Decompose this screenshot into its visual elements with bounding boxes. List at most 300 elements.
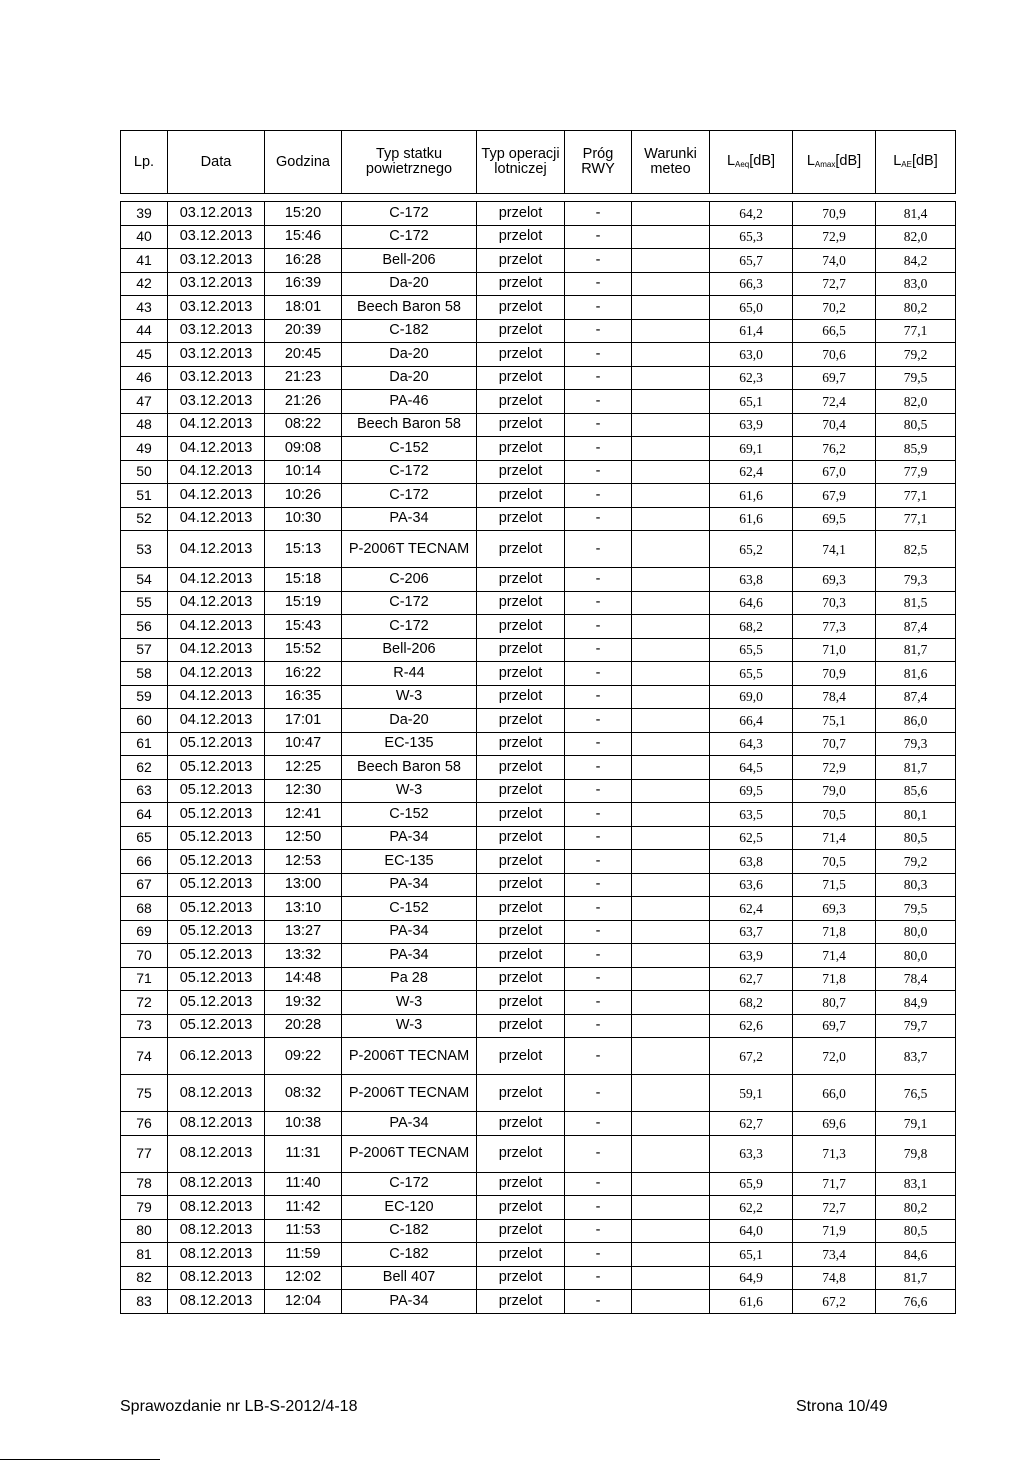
cell-lamax: 72,9: [793, 225, 876, 249]
cell-lp: 55: [121, 591, 168, 615]
cell-lae: 85,6: [876, 779, 956, 803]
cell-operation: przelot: [477, 1219, 565, 1243]
cell-date: 05.12.2013: [168, 873, 265, 897]
cell-lae: 81,6: [876, 662, 956, 686]
cell-time: 17:01: [265, 709, 342, 733]
cell-laeq: 63,8: [710, 850, 793, 874]
cell-lamax: 70,5: [793, 803, 876, 827]
table-row: [121, 638, 956, 662]
cell-date: 05.12.2013: [168, 803, 265, 827]
cell-operation: przelot: [477, 685, 565, 709]
cell-lp: 81: [121, 1243, 168, 1267]
cell-aircraft: C-152: [342, 437, 477, 461]
cell-lp: 47: [121, 390, 168, 414]
cell-lamax: 72,4: [793, 390, 876, 414]
cell-lamax: 70,9: [793, 202, 876, 226]
cell-lamax: 71,5: [793, 873, 876, 897]
cell-lp: 77: [121, 1135, 168, 1172]
cell-aircraft: P-2006T TECNAM: [342, 1075, 477, 1112]
cell-time: 11:53: [265, 1219, 342, 1243]
table-row: [121, 1014, 956, 1038]
cell-aircraft: W-3: [342, 991, 477, 1015]
cell-operation: przelot: [477, 756, 565, 780]
cell-aircraft: W-3: [342, 1014, 477, 1038]
cell-lp: 76: [121, 1112, 168, 1136]
table-row: [121, 662, 956, 686]
cell-laeq: 65,5: [710, 662, 793, 686]
cell-lp: 68: [121, 897, 168, 921]
cell-threshold: -: [565, 390, 632, 414]
cell-time: 12:41: [265, 803, 342, 827]
cell-laeq: 62,3: [710, 366, 793, 390]
cell-lamax: 69,5: [793, 507, 876, 531]
cell-lamax: 70,2: [793, 296, 876, 320]
cell-date: 08.12.2013: [168, 1219, 265, 1243]
cell-operation: przelot: [477, 591, 565, 615]
cell-threshold: -: [565, 249, 632, 273]
cell-operation: przelot: [477, 1075, 565, 1112]
table-row: [121, 850, 956, 874]
cell-laeq: 63,0: [710, 343, 793, 367]
cell-weather: [632, 484, 710, 508]
header-prog-rwy: Próg RWY: [565, 131, 632, 194]
table-row: [121, 920, 956, 944]
cell-time: 15:46: [265, 225, 342, 249]
cell-laeq: 61,6: [710, 1290, 793, 1314]
cell-lae: 84,9: [876, 991, 956, 1015]
cell-lamax: 70,6: [793, 343, 876, 367]
cell-date: 03.12.2013: [168, 319, 265, 343]
cell-date: 06.12.2013: [168, 1038, 265, 1075]
cell-lamax: 74,1: [793, 531, 876, 568]
cell-threshold: -: [565, 897, 632, 921]
cell-threshold: -: [565, 615, 632, 639]
cell-operation: przelot: [477, 413, 565, 437]
cell-lp: 56: [121, 615, 168, 639]
cell-aircraft: C-172: [342, 202, 477, 226]
cell-date: 05.12.2013: [168, 991, 265, 1015]
cell-lp: 51: [121, 484, 168, 508]
cell-lae: 83,1: [876, 1172, 956, 1196]
cell-operation: przelot: [477, 319, 565, 343]
cell-weather: [632, 944, 710, 968]
cell-operation: przelot: [477, 1290, 565, 1314]
cell-operation: przelot: [477, 615, 565, 639]
cell-threshold: -: [565, 1243, 632, 1267]
cell-laeq: 63,7: [710, 920, 793, 944]
cell-threshold: -: [565, 1112, 632, 1136]
cell-aircraft: C-172: [342, 460, 477, 484]
cell-lp: 62: [121, 756, 168, 780]
cell-weather: [632, 1038, 710, 1075]
cell-lae: 84,2: [876, 249, 956, 273]
cell-weather: [632, 1075, 710, 1112]
cell-lamax: 71,4: [793, 826, 876, 850]
cell-weather: [632, 437, 710, 461]
cell-aircraft: Da-20: [342, 366, 477, 390]
cell-aircraft: C-152: [342, 803, 477, 827]
cell-date: 04.12.2013: [168, 460, 265, 484]
cell-laeq: 65,3: [710, 225, 793, 249]
cell-date: 05.12.2013: [168, 897, 265, 921]
cell-threshold: -: [565, 920, 632, 944]
cell-aircraft: Beech Baron 58: [342, 413, 477, 437]
cell-time: 10:14: [265, 460, 342, 484]
cell-operation: przelot: [477, 732, 565, 756]
cell-aircraft: Bell-206: [342, 638, 477, 662]
cell-weather: [632, 779, 710, 803]
cell-lae: 81,5: [876, 591, 956, 615]
cell-laeq: 63,3: [710, 1135, 793, 1172]
cell-lamax: 67,9: [793, 484, 876, 508]
cell-threshold: -: [565, 531, 632, 568]
cell-weather: [632, 366, 710, 390]
cell-threshold: -: [565, 991, 632, 1015]
table-row: [121, 826, 956, 850]
cell-date: 08.12.2013: [168, 1172, 265, 1196]
header-laeq-unit: [dB]: [749, 153, 776, 169]
cell-weather: [632, 826, 710, 850]
cell-lp: 39: [121, 202, 168, 226]
table-row: [121, 685, 956, 709]
cell-aircraft: C-172: [342, 591, 477, 615]
cell-threshold: -: [565, 460, 632, 484]
cell-weather: [632, 460, 710, 484]
cell-aircraft: C-172: [342, 1172, 477, 1196]
cell-time: 16:28: [265, 249, 342, 273]
cell-time: 15:19: [265, 591, 342, 615]
cell-time: 15:18: [265, 568, 342, 592]
cell-operation: przelot: [477, 568, 565, 592]
table-row: [121, 202, 956, 226]
cell-lp: 79: [121, 1196, 168, 1220]
cell-lae: 79,3: [876, 568, 956, 592]
cell-lamax: 70,3: [793, 591, 876, 615]
table-row: [121, 366, 956, 390]
cell-weather: [632, 709, 710, 733]
cell-threshold: -: [565, 709, 632, 733]
cell-lp: 75: [121, 1075, 168, 1112]
cell-weather: [632, 413, 710, 437]
cell-operation: przelot: [477, 437, 565, 461]
cell-threshold: -: [565, 732, 632, 756]
cell-lae: 77,9: [876, 460, 956, 484]
cell-lamax: 75,1: [793, 709, 876, 733]
cell-laeq: 61,6: [710, 484, 793, 508]
cell-lamax: 66,5: [793, 319, 876, 343]
cell-aircraft: PA-34: [342, 507, 477, 531]
cell-time: 16:39: [265, 272, 342, 296]
cell-lae: 80,0: [876, 944, 956, 968]
cell-date: 03.12.2013: [168, 390, 265, 414]
cell-aircraft: Da-20: [342, 709, 477, 733]
cell-time: 12:04: [265, 1290, 342, 1314]
cell-aircraft: C-182: [342, 1219, 477, 1243]
cell-threshold: -: [565, 1014, 632, 1038]
cell-threshold: -: [565, 296, 632, 320]
cell-time: 13:10: [265, 897, 342, 921]
cell-laeq: 59,1: [710, 1075, 793, 1112]
cell-lp: 45: [121, 343, 168, 367]
cell-lae: 77,1: [876, 484, 956, 508]
cell-weather: [632, 1014, 710, 1038]
cell-laeq: 63,6: [710, 873, 793, 897]
cell-laeq: 63,9: [710, 413, 793, 437]
cell-weather: [632, 1243, 710, 1267]
cell-weather: [632, 249, 710, 273]
cell-lamax: 80,7: [793, 991, 876, 1015]
cell-lae: 78,4: [876, 967, 956, 991]
cell-aircraft: P-2006T TECNAM: [342, 531, 477, 568]
table-row: [121, 437, 956, 461]
header-typ-statku: Typ statku powietrznego: [342, 131, 477, 194]
cell-lp: 73: [121, 1014, 168, 1038]
cell-aircraft: Pa 28: [342, 967, 477, 991]
cell-aircraft: C-182: [342, 319, 477, 343]
cell-aircraft: PA-34: [342, 826, 477, 850]
cell-date: 03.12.2013: [168, 296, 265, 320]
cell-date: 05.12.2013: [168, 850, 265, 874]
cell-laeq: 63,8: [710, 568, 793, 592]
cell-lamax: 66,0: [793, 1075, 876, 1112]
cell-weather: [632, 1112, 710, 1136]
cell-threshold: -: [565, 366, 632, 390]
cell-threshold: -: [565, 638, 632, 662]
cell-aircraft: W-3: [342, 779, 477, 803]
cell-lamax: 69,3: [793, 568, 876, 592]
cell-threshold: -: [565, 756, 632, 780]
cell-date: 03.12.2013: [168, 343, 265, 367]
cell-lae: 80,2: [876, 296, 956, 320]
cell-lae: 84,6: [876, 1243, 956, 1267]
table-row: [121, 709, 956, 733]
cell-time: 20:39: [265, 319, 342, 343]
cell-threshold: -: [565, 343, 632, 367]
cell-lp: 49: [121, 437, 168, 461]
header-godzina: Godzina: [265, 131, 342, 194]
cell-time: 15:43: [265, 615, 342, 639]
cell-lp: 83: [121, 1290, 168, 1314]
cell-time: 15:13: [265, 531, 342, 568]
cell-threshold: -: [565, 591, 632, 615]
cell-aircraft: C-206: [342, 568, 477, 592]
cell-laeq: 64,9: [710, 1266, 793, 1290]
cell-time: 20:45: [265, 343, 342, 367]
cell-lae: 80,2: [876, 1196, 956, 1220]
table-body: [121, 202, 956, 1314]
cell-date: 08.12.2013: [168, 1196, 265, 1220]
footnote-separator: [0, 1459, 160, 1460]
cell-operation: przelot: [477, 850, 565, 874]
cell-weather: [632, 1196, 710, 1220]
cell-threshold: -: [565, 850, 632, 874]
cell-operation: przelot: [477, 803, 565, 827]
table-row: [121, 1075, 956, 1112]
cell-lae: 85,9: [876, 437, 956, 461]
cell-laeq: 66,4: [710, 709, 793, 733]
cell-laeq: 62,7: [710, 967, 793, 991]
cell-weather: [632, 662, 710, 686]
cell-lp: 44: [121, 319, 168, 343]
cell-time: 15:20: [265, 202, 342, 226]
cell-threshold: -: [565, 662, 632, 686]
cell-weather: [632, 591, 710, 615]
cell-operation: przelot: [477, 662, 565, 686]
cell-weather: [632, 1135, 710, 1172]
cell-lp: 70: [121, 944, 168, 968]
cell-time: 16:35: [265, 685, 342, 709]
cell-weather: [632, 920, 710, 944]
cell-threshold: -: [565, 413, 632, 437]
cell-time: 08:32: [265, 1075, 342, 1112]
cell-lae: 79,5: [876, 897, 956, 921]
table-row: [121, 484, 956, 508]
cell-operation: przelot: [477, 225, 565, 249]
cell-weather: [632, 531, 710, 568]
cell-lp: 46: [121, 366, 168, 390]
cell-operation: przelot: [477, 366, 565, 390]
cell-weather: [632, 1219, 710, 1243]
cell-lamax: 73,4: [793, 1243, 876, 1267]
table-row: [121, 897, 956, 921]
cell-threshold: -: [565, 944, 632, 968]
cell-aircraft: Da-20: [342, 272, 477, 296]
table-row: [121, 390, 956, 414]
cell-aircraft: Bell-206: [342, 249, 477, 273]
cell-lp: 43: [121, 296, 168, 320]
cell-threshold: -: [565, 1172, 632, 1196]
header-laeq-sub: Aeq: [735, 160, 750, 169]
cell-lp: 66: [121, 850, 168, 874]
cell-lp: 54: [121, 568, 168, 592]
cell-time: 09:22: [265, 1038, 342, 1075]
cell-lae: 76,6: [876, 1290, 956, 1314]
cell-operation: przelot: [477, 779, 565, 803]
cell-laeq: 64,2: [710, 202, 793, 226]
cell-lae: 79,5: [876, 366, 956, 390]
table-row: [121, 1172, 956, 1196]
header-lae-base: L: [893, 153, 902, 169]
cell-lp: 58: [121, 662, 168, 686]
cell-lp: 40: [121, 225, 168, 249]
cell-laeq: 64,6: [710, 591, 793, 615]
cell-operation: przelot: [477, 1196, 565, 1220]
table-row: [121, 343, 956, 367]
cell-threshold: -: [565, 437, 632, 461]
cell-aircraft: Beech Baron 58: [342, 756, 477, 780]
cell-time: 12:53: [265, 850, 342, 874]
cell-operation: przelot: [477, 1243, 565, 1267]
cell-aircraft: P-2006T TECNAM: [342, 1038, 477, 1075]
header-lamax-unit: [dB]: [835, 153, 862, 169]
cell-time: 11:40: [265, 1172, 342, 1196]
table-row: [121, 272, 956, 296]
cell-lae: 81,4: [876, 202, 956, 226]
header-lp: Lp.: [121, 131, 168, 194]
cell-weather: [632, 638, 710, 662]
cell-laeq: 65,2: [710, 531, 793, 568]
cell-lamax: 78,4: [793, 685, 876, 709]
cell-time: 11:42: [265, 1196, 342, 1220]
cell-lamax: 72,9: [793, 756, 876, 780]
cell-lp: 52: [121, 507, 168, 531]
cell-lamax: 70,7: [793, 732, 876, 756]
cell-laeq: 68,2: [710, 615, 793, 639]
cell-laeq: 66,3: [710, 272, 793, 296]
cell-lamax: 72,7: [793, 272, 876, 296]
cell-laeq: 62,4: [710, 460, 793, 484]
cell-lae: 87,4: [876, 685, 956, 709]
cell-operation: przelot: [477, 991, 565, 1015]
cell-operation: przelot: [477, 1112, 565, 1136]
cell-operation: przelot: [477, 709, 565, 733]
cell-date: 03.12.2013: [168, 225, 265, 249]
cell-time: 10:26: [265, 484, 342, 508]
cell-lae: 79,2: [876, 850, 956, 874]
cell-time: 13:27: [265, 920, 342, 944]
cell-operation: przelot: [477, 944, 565, 968]
cell-lae: 76,5: [876, 1075, 956, 1112]
cell-laeq: 69,5: [710, 779, 793, 803]
cell-weather: [632, 756, 710, 780]
cell-laeq: 65,5: [710, 638, 793, 662]
cell-time: 16:22: [265, 662, 342, 686]
cell-date: 08.12.2013: [168, 1290, 265, 1314]
cell-threshold: -: [565, 1196, 632, 1220]
cell-lae: 79,2: [876, 343, 956, 367]
table-row: [121, 967, 956, 991]
cell-weather: [632, 873, 710, 897]
cell-lae: 80,5: [876, 826, 956, 850]
cell-lamax: 67,0: [793, 460, 876, 484]
cell-aircraft: P-2006T TECNAM: [342, 1135, 477, 1172]
cell-date: 04.12.2013: [168, 662, 265, 686]
table-row: [121, 296, 956, 320]
cell-weather: [632, 991, 710, 1015]
table-row: [121, 507, 956, 531]
cell-threshold: -: [565, 803, 632, 827]
cell-lae: 80,5: [876, 413, 956, 437]
cell-date: 03.12.2013: [168, 272, 265, 296]
cell-aircraft: C-182: [342, 1243, 477, 1267]
cell-operation: przelot: [477, 1172, 565, 1196]
cell-operation: przelot: [477, 1014, 565, 1038]
table-row: [121, 803, 956, 827]
cell-lamax: 71,4: [793, 944, 876, 968]
cell-operation: przelot: [477, 531, 565, 568]
table-row: [121, 615, 956, 639]
cell-time: 11:31: [265, 1135, 342, 1172]
cell-date: 04.12.2013: [168, 507, 265, 531]
cell-laeq: 62,2: [710, 1196, 793, 1220]
cell-date: 05.12.2013: [168, 756, 265, 780]
cell-lamax: 77,3: [793, 615, 876, 639]
cell-time: 10:47: [265, 732, 342, 756]
cell-date: 04.12.2013: [168, 685, 265, 709]
cell-threshold: -: [565, 826, 632, 850]
cell-laeq: 69,0: [710, 685, 793, 709]
cell-date: 04.12.2013: [168, 531, 265, 568]
cell-aircraft: EC-135: [342, 732, 477, 756]
table-row: [121, 1219, 956, 1243]
cell-date: 08.12.2013: [168, 1266, 265, 1290]
table-row: [121, 531, 956, 568]
cell-weather: [632, 225, 710, 249]
cell-date: 04.12.2013: [168, 709, 265, 733]
cell-aircraft: PA-34: [342, 944, 477, 968]
header-gap-row: [121, 194, 956, 202]
cell-weather: [632, 615, 710, 639]
